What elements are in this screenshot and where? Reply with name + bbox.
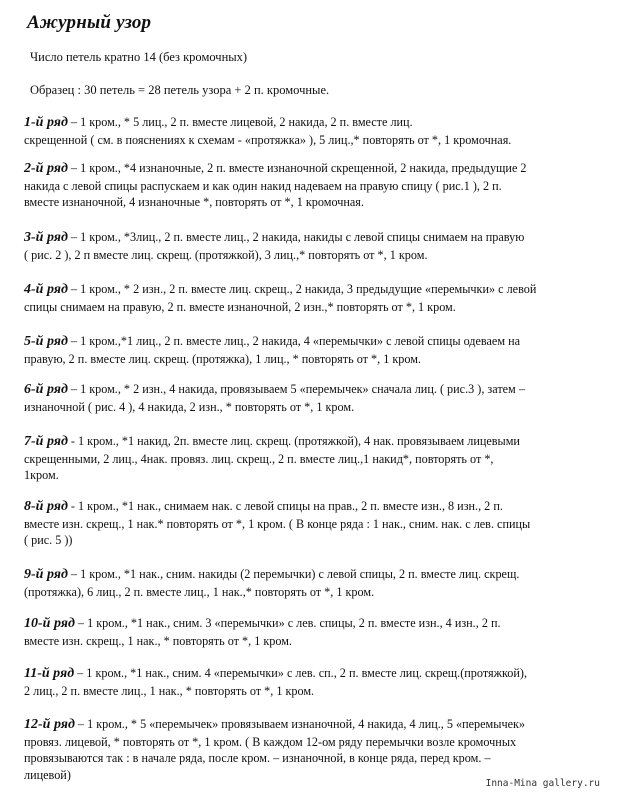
row-instruction bbox=[24, 281, 596, 315]
row-label: 11-й ряд bbox=[24, 666, 75, 681]
row-text-line: скрещенной ( см. в пояснениях к схемам - «протяжка» ), 5 лиц.,* повторять от *, 1 кромочная. bbox=[24, 132, 512, 147]
document-title: Ажурный узор bbox=[27, 12, 152, 33]
row-label: 4-й ряд bbox=[24, 282, 68, 297]
row-text-line: – 1 кром.,*1 лиц., 2 п. вместе лиц., 2 накида, 4 «перемычки» с левой спицы одеваем на bbox=[70, 334, 521, 348]
row-text-line: вместе изн. скрещ., 1 нак.* повторять от *, 1 кром. ( В конце ряда : 1 нак., сним. нак. с лев. спицы bbox=[24, 516, 531, 531]
row-label: 12-й ряд bbox=[24, 717, 75, 732]
row-label: 7-й ряд bbox=[24, 434, 68, 449]
row-label: 6-й ряд bbox=[24, 382, 68, 397]
row-text-line: накида с левой спицы распускаем и как один накид надеваем на правую спицу ( рис.1 ), 2 п. bbox=[24, 178, 502, 193]
row-text-line: спицы снимаем на правую, 2 п. вместе изнаночной, 2 изн.,* повторять от *, 1 кром. bbox=[24, 299, 456, 314]
row-label: 8-й ряд bbox=[24, 499, 68, 514]
row-instruction bbox=[24, 381, 596, 415]
row-text-line: вместе изнаночной, 4 изнаночные *, повторять от *, 1 кромочная. bbox=[24, 195, 364, 209]
gallery-watermark: Inna-Mina gallery.ru bbox=[485, 778, 600, 789]
row-text-line: – 1 кром., * 5 «перемычек» провязываем изнаночной, 4 накида, 4 лиц., 5 «перемычек» bbox=[77, 717, 526, 731]
row-instruction bbox=[24, 114, 596, 148]
row-text-line: – 1 кром., *3лиц., 2 п. вместе лиц., 2 накида, накиды с левой спицы снимаем на правую bbox=[70, 230, 525, 244]
row-text-line: – 1 кром., *4 изнаночные, 2 п. вместе изнаночной скрещенной, 2 накида, предыдущие 2 bbox=[70, 161, 527, 175]
row-text-line: – 1 кром., *1 нак., сним. 3 «перемычки» с лев. спицы, 2 п. вместе изн., 4 изн., 2 п. bbox=[77, 616, 501, 630]
row-instruction bbox=[24, 716, 596, 783]
row-label: 5-й ряд bbox=[24, 334, 68, 349]
row-instruction bbox=[24, 333, 596, 367]
row-text-line: (протяжка), 6 лиц., 2 п. вместе лиц., 1 нак.,* повторять от *, 1 кром. bbox=[24, 584, 375, 599]
row-instruction bbox=[24, 665, 596, 699]
row-text-line: ( рис. 5 )) bbox=[24, 533, 73, 547]
stitch-count-info: Число петель кратно 14 (без кромочных) bbox=[30, 50, 248, 64]
row-text-line: - 1 кром., *1 нак., снимаем нак. с левой спицы на прав., 2 п. вместе изн., 8 изн., 2 п. bbox=[70, 499, 503, 513]
sample-info: Образец : 30 петель = 28 петель узора + 2 п. кромочные. bbox=[30, 83, 330, 97]
row-text-line: провязываются так : в начале ряда, после кром. – изнаночной, в конце ряда, перед кром. – bbox=[24, 751, 491, 765]
row-label: 9-й ряд bbox=[24, 567, 68, 582]
row-label: 10-й ряд bbox=[24, 616, 75, 631]
row-instruction bbox=[24, 229, 596, 263]
row-label: 2-й ряд bbox=[24, 161, 68, 176]
row-text-line: вместе изн. скрещ., 1 нак., * повторять от *, 1 кром. bbox=[24, 633, 292, 648]
row-text-line: ( рис. 2 ), 2 п вместе лиц. скрещ. (протяжкой), 3 лиц.,* повторять от *, 1 кром. bbox=[24, 247, 428, 262]
row-text-line: - 1 кром., *1 накид, 2п. вместе лиц. скрещ. (протяжкой), 4 нак. провязываем лицевыми bbox=[70, 434, 520, 448]
row-text-line: изнаночной ( рис. 4 ), 4 накида, 2 изн., * повторять от *, 1 кром. bbox=[24, 399, 355, 414]
row-text-line: 2 лиц., 2 п. вместе лиц., 1 нак., * повторять от *, 1 кром. bbox=[24, 683, 315, 698]
row-instruction bbox=[24, 566, 596, 600]
row-text-line: 1кром. bbox=[24, 468, 59, 482]
row-text-line: провяз. лицевой, * повторять от *, 1 кром. ( В каждом 12-ом ряду перемычки возле кромочных bbox=[24, 734, 517, 749]
row-text-line: лицевой) bbox=[24, 767, 71, 782]
row-instruction bbox=[24, 498, 596, 549]
row-text-line: правую, 2 п. вместе лиц. скрещ. (протяжка), 1 лиц., * повторять от *, 1 кром. bbox=[24, 351, 421, 366]
row-instruction bbox=[24, 615, 596, 649]
row-text-line: – 1 кром., * 2 изн., 2 п. вместе лиц. скрещ., 2 накида, 3 предыдущие «перемычки» с левой bbox=[70, 282, 537, 296]
row-label: 3-й ряд bbox=[24, 230, 68, 245]
row-text-line: – 1 кром., *1 нак., сним. накиды (2 перемычки) с левой спицы, 2 п. вместе лиц. скрещ. bbox=[70, 567, 520, 581]
row-instruction bbox=[24, 160, 596, 211]
row-text-line: – 1 кром., * 2 изн., 4 накида, провязываем 5 «перемычек» сначала лиц. ( рис.3 ), затем – bbox=[70, 382, 525, 396]
row-text-line: – 1 кром., *1 нак., сним. 4 «перемычки» с лев. сп., 2 п. вместе лиц. скрещ.(протяжкой), bbox=[77, 666, 528, 680]
row-instruction bbox=[24, 433, 596, 484]
row-text-line: скрещенными, 2 лиц., 4нак. провяз. лиц. скрещ., 2 п. вместе лиц.,1 накид*, повторять от *, bbox=[24, 451, 494, 466]
row-text-line: – 1 кром., * 5 лиц., 2 п. вместе лицевой, 2 накида, 2 п. вместе лиц. bbox=[70, 115, 413, 129]
row-label: 1-й ряд bbox=[24, 115, 68, 130]
